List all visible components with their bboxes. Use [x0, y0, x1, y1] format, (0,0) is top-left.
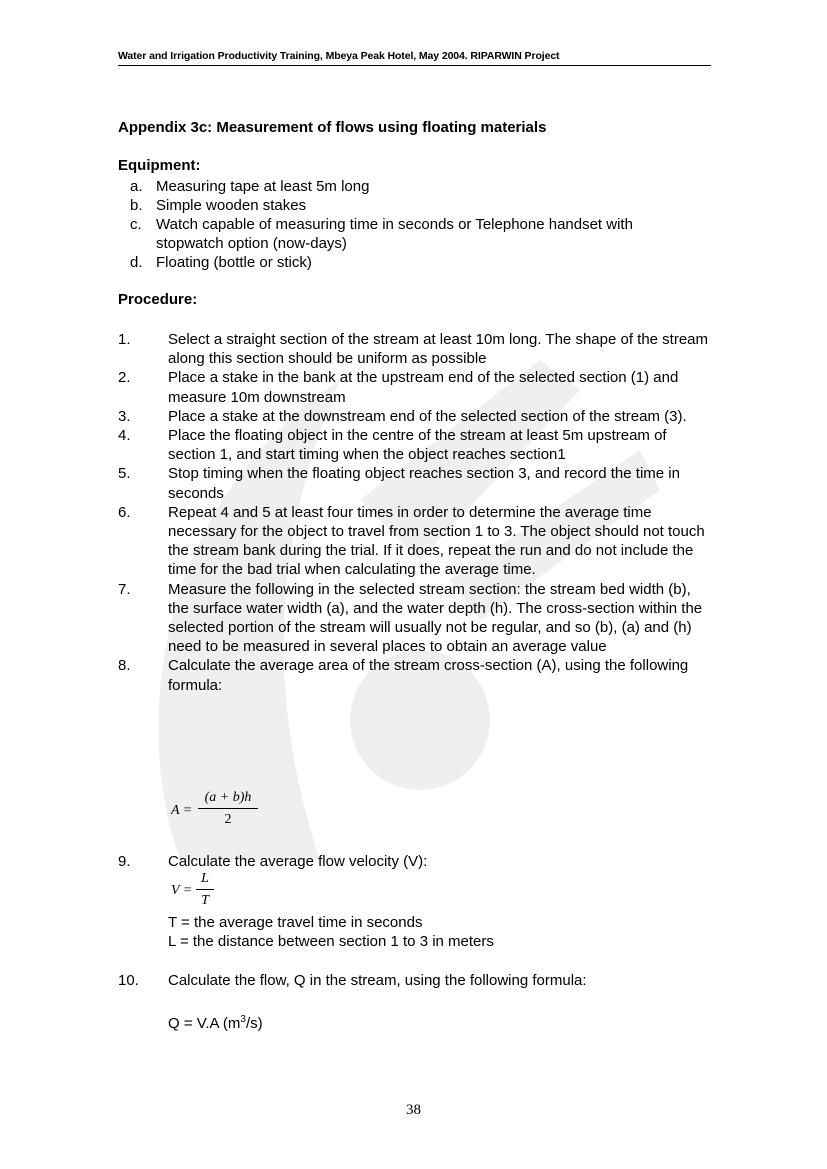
- equipment-item: b. Simple wooden stakes: [130, 197, 307, 214]
- step-9-text: Calculate the average flow velocity (V):: [168, 853, 428, 870]
- procedure-step: 5. Stop timing when the floating object reaches section 3, and record the time in seconds: [118, 465, 680, 502]
- page-number: 38: [406, 1102, 421, 1118]
- procedure-step: 8. Calculate the average area of the stream cross-section (A), using the following formula:: [118, 657, 689, 694]
- area-formula-numerator: (a + b)h: [198, 790, 258, 809]
- velocity-formula-fraction: [196, 871, 214, 909]
- procedure-step: 3. Place a stake at the downstream end of the selected section of the stream (3).: [118, 407, 687, 425]
- procedure-heading: Procedure:: [118, 291, 198, 308]
- area-formula-fraction: [198, 790, 258, 828]
- step-10-text: Calculate the flow, Q in the stream, using the following formula:: [168, 972, 587, 989]
- equipment-item: d. Floating (bottle or stick): [130, 254, 312, 271]
- procedure-step: 6. Repeat 4 and 5 at least four times in order to determine the average time necessary for the object to travel from section 1 to 3. The object should not touch the stream bank during the trial. If it does, repeat the run and do not include the time for the bad trial when calculating the average time.: [118, 503, 705, 579]
- procedure-steps: [118, 330, 713, 695]
- area-formula-denominator: 2: [224, 812, 232, 827]
- flow-formula: Q = V.A $(m^3/s)$: [168, 1014, 263, 1032]
- equipment-list: [118, 177, 718, 272]
- velocity-formula-numerator: L: [196, 871, 214, 890]
- definition-t: T = the average travel time in seconds: [168, 914, 423, 931]
- procedure-step: 7. Measure the following in the selected stream section: the stream bed width (b), the surface water width (a), and the water depth (h). The cross-section within the selected portion of the stream will usually not be regular, and so (b), (a) and (h) need to be measured in several places to obtain an average value: [118, 580, 703, 656]
- step-9-number: 9.: [118, 853, 131, 870]
- procedure-step: 1. Select a straight section of the stream at least 10m long. The shape of the stream along this section should be uniform as possible: [118, 331, 709, 368]
- equipment-item: c. Watch capable of measuring time in seconds or Telephone handset with stopwatch option (now-days): [130, 216, 633, 252]
- section-title: Appendix 3c: Measurement of flows using floating materials: [118, 119, 547, 136]
- equipment-item: a. Measuring tape at least 5m long: [130, 178, 370, 195]
- procedure-step: 4. Place the floating object in the centre of the stream at least 5m upstream of section 1, and start timing when the object reaches section1: [118, 427, 667, 464]
- velocity-formula-denominator: T: [201, 893, 209, 908]
- page-header: Water and Irrigation Productivity Training, Mbeya Peak Hotel, May 2004. RIPARWIN Project: [118, 50, 711, 66]
- velocity-formula-lhs: V =: [171, 883, 193, 898]
- definition-l: L = the distance between section 1 to 3 in meters: [168, 933, 494, 950]
- step-10-number: 10.: [118, 972, 139, 989]
- procedure-step: 2. Place a stake in the bank at the upstream end of the selected section (1) and measure 10m downstream: [118, 369, 679, 406]
- equipment-heading: Equipment:: [118, 157, 201, 174]
- area-formula-lhs: A =: [171, 803, 193, 818]
